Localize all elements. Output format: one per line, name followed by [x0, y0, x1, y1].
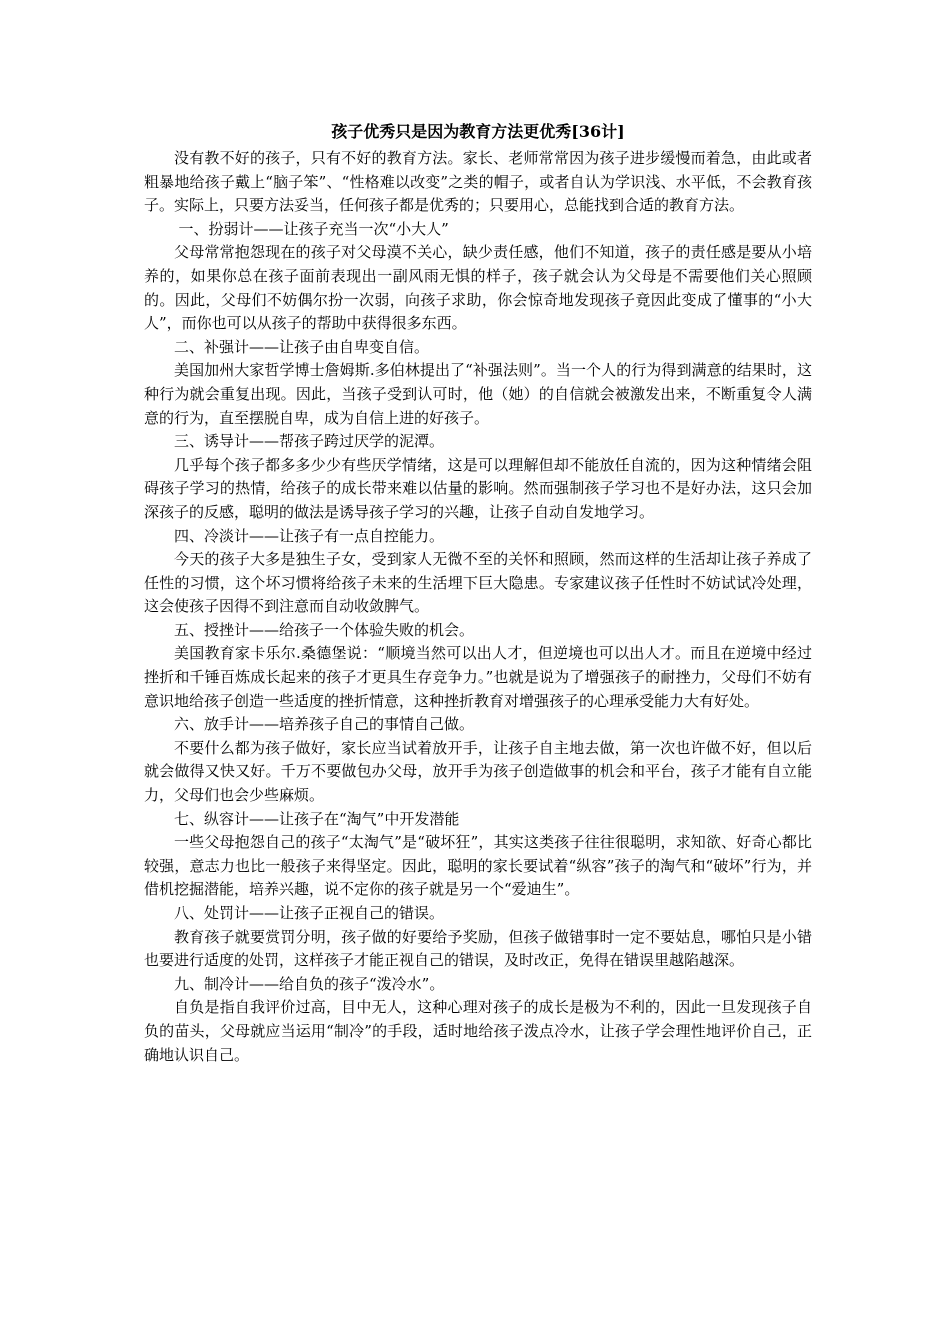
section-heading: 四、冷淡计——让孩子有一点自控能力。: [174, 526, 445, 545]
section-body: 父母常常抱怨现在的孩子对父母漠不关心，缺少责任感，他们不知道，孩子的责任感是要从小培养的，如果你总在孩子面前表现出一副风雨无惧的样子，孩子就会认为父母是不需要他们关心照顾的。因此，父母们不妨偶尔扮一次弱，向孩子求助，你会惊奇地发现孩子竟因此变成了懂事的“小大人”，而你也可以从孩子的帮助中获得很多东西。: [144, 243, 812, 333]
section-body: 一些父母抱怨自己的孩子“太淘气”是“破坏狂”，其实这类孩子往往很聪明，求知欲、好奇心都比较强，意志力也比一般孩子来得坚定。因此，聪明的家长要试着“纵容”孩子的淘气和“破坏”行为，并借机挖掘潜能，培养兴趣，说不定你的孩子就是另一个“爱迪生”。: [144, 833, 812, 899]
section-heading: 三、诱导计——帮孩子跨过厌学的泥潭。: [174, 432, 445, 451]
section-body: 教育孩子就要赏罚分明，孩子做的好要给予奖励，但孩子做错事时一定不要姑息，哪怕只是小错也要进行适度的处罚，这样孩子才能正视自己的错误，及时改正，免得在错误里越陷越深。: [144, 927, 812, 970]
section-body: 美国教育家卡乐尔.桑德堡说：“顺境当然可以出人才，但逆境也可以出人才。而且在逆境中经过挫折和千锤百炼成长起来的孩子才更具生存竞争力。”也就是说为了增强孩子的耐挫力，父母们不妨有意识地给孩子创造一些适度的挫折情意，这种挫折教育对增强孩子的心理承受能力大有好处。: [144, 644, 812, 710]
section-heading: 一、扮弱计——让孩子充当一次“小大人”: [178, 219, 449, 238]
section-heading: 六、放手计——培养孩子自己的事情自己做。: [174, 715, 475, 734]
section-heading: 二、补强计——让孩子由自卑变自信。: [174, 337, 430, 356]
section-body: 今天的孩子大多是独生子女，受到家人无微不至的关怀和照顾，然而这样的生活却让孩子养成了任性的习惯，这个坏习惯将给孩子未来的生活埋下巨大隐患。专家建议孩子任性时不妨试试冷处理，这会使孩子因得不到注意而自动收敛脾气。: [144, 550, 812, 616]
section-heading: 八、处罚计——让孩子正视自己的错误。: [174, 904, 445, 922]
section-body: 几乎每个孩子都多多少少有些厌学情绪，这是可以理解但却不能放任自流的，因为这种情绪会阻碍孩子学习的热情，给孩子的成长带来难以估量的影响。然而强制孩子学习也不是好办法，这只会加深孩子的反感，聪明的做法是诱导孩子学习的兴趣，让孩子自动自发地学习。: [144, 455, 812, 521]
section-body: 不要什么都为孩子做好，家长应当试着放开手，让孩子自主地去做，第一次也许做不好，但以后就会做得又快又好。千万不要做包办父母，放开手为孩子创造做事的机会和平台，孩子才能有自立能力，父母们也会少些麻烦。: [144, 738, 812, 805]
section-body: 美国加州大家哲学博士詹姆斯.多伯林提出了“补强法则”。当一个人的行为得到满意的结果时，这种行为就会重复出现。因此，当孩子受到认可时，他（她）的自信就会被激发出来，不断重复令人满意的行为，直至摆脱自卑，成为自信上进的好孩子。: [144, 361, 812, 427]
section-heading: 七、纵容计——让孩子在“淘气”中开发潜能: [174, 809, 460, 828]
intro-paragraph: 没有教不好的孩子，只有不好的教育方法。家长、老师常常因为孩子进步缓慢而着急，由此或者粗暴地给孩子戴上“脑子笨”、“性格难以改变”之类的帽子，或者自认为学识浅、水平低，不会教育孩子。实际上，只要方法妥当，任何孩子都是优秀的；只要用心，总能找到合适的教育方法。: [144, 149, 812, 215]
document-title: 孩子优秀只是因为教育方法更优秀[36计]: [331, 122, 625, 141]
section-heading: 五、授挫计——给孩子一个体验失败的机会。: [174, 620, 475, 639]
section-body: 自负是指自我评价过高，目中无人，这种心理对孩子的成长是极为不利的，因此一旦发现孩子自负的苗头，父母就应当运用“制冷”的手段，适时地给孩子泼点冷水，让孩子学会理性地评价自己，正确地认识自己。: [144, 998, 812, 1064]
document-page: [144, 120, 812, 1067]
section-heading: 九、制冷计——给自负的孩子“泼冷水”。: [174, 974, 445, 993]
